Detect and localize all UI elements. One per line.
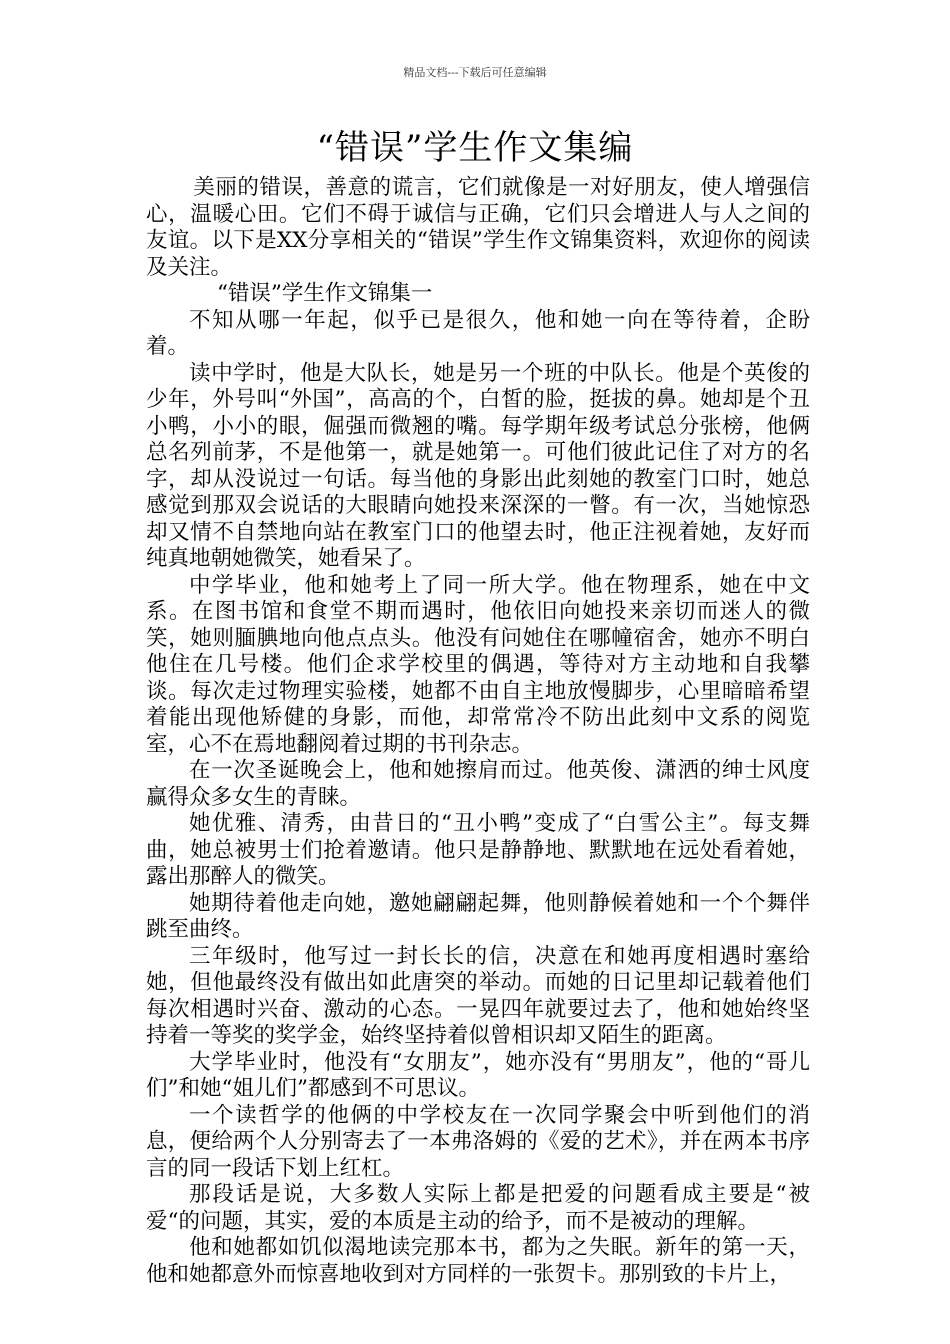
body-paragraph: 大学毕业时，他没有“女朋友”，她亦没有“男朋友”，他的“哥儿们”和她“姐儿们”都感到不可思议。 bbox=[146, 1049, 810, 1101]
body-paragraph: 读中学时，他是大队长，她是另一个班的中队长。他是个英俊的少年，外号叫“外国”，高高的个，白皙的脸，挺拔的鼻。她却是个丑小鸭，小小的眼，倔强而微翘的嘴。每学期年级考试总分张榜，他俩总名列前茅，不是他第一，就是她第一。可他们彼此记住了对方的名字，却从没说过一句话。每当他的身影出此刻她的教室门口时，她总感觉到那双会说话的大眼睛向她投来深深的一瞥。有一次，当她惊恐却又情不自禁地向站在教室门口的他望去时，他正注视着她，友好而纯真地朝她微笑，她看呆了。 bbox=[146, 360, 810, 571]
body-paragraph: 不知从哪一年起，似乎已是很久，他和她一向在等待着，企盼着。 bbox=[146, 307, 810, 359]
page-header: 精品文档---下载后可任意编辑 bbox=[403, 66, 547, 79]
body-paragraph: 她优雅、清秀，由昔日的“丑小鸭”变成了“白雪公主”。每支舞曲，她总被男士们抢着邀请。他只是静静地、默默地在远处看着她，露出那醉人的微笑。 bbox=[146, 811, 810, 889]
intro-paragraph: 美丽的错误，善意的谎言，它们就像是一对好朋友，使人增强信心，温暖心田。它们不碍于诚信与正确，它们只会增进人与人之间的友谊。以下是XX分享相关的“错误”学生作文锦集资料，欢迎你的阅读及关注。 bbox=[146, 175, 810, 280]
document-body bbox=[146, 175, 810, 1288]
body-paragraph: 中学毕业，他和她考上了同一所大学。他在物理系，她在中文系。在图书馆和食堂不期而遇时，他依旧向她投来亲切而迷人的微笑，她则腼腆地向他点点头。他没有问她住在哪幢宿舍，她亦不明白他住在几号楼。他们企求学校里的偶遇，等待对方主动地和自我攀谈。每次走过物理实验楼，她都不由自主地放慢脚步，心里暗暗希望着能出现他矫健的身影，而他，却常常冷不防出此刻中文系的阅览室，心不在焉地翻阅着过期的书刊杂志。 bbox=[146, 572, 810, 757]
section-title: “错误”学生作文锦集一 bbox=[216, 281, 433, 306]
body-paragraph: 三年级时，他写过一封长长的信，决意在和她再度相遇时塞给她，但他最终没有做出如此唐突的举动。而她的日记里却记载着他们每次相遇时兴奋、激动的心态。一晃四年就要过去了，他和她始终坚持着一等奖的奖学金，始终坚持着似曾相识却又陌生的距离。 bbox=[146, 943, 810, 1048]
body-paragraph: 一个读哲学的他俩的中学校友在一次同学聚会中听到他们的消息，便给两个人分别寄去了一本弗洛姆的《爱的艺术》，并在两本书序言的同一段话下划上红杠。 bbox=[146, 1102, 810, 1181]
body-paragraph: 在一次圣诞晚会上，他和她擦肩而过。他英俊、潇洒的绅士风度赢得众多女生的青睐。 bbox=[146, 758, 810, 810]
body-paragraph: 那段话是说，大多数人实际上都是把爱的问题看成主要是“被爱“的问题，其实，爱的本质是主动的给予，而不是被动的理解。 bbox=[146, 1182, 810, 1234]
document-title: “错误”学生作文集编 bbox=[316, 128, 634, 168]
body-paragraph: 他和她都如饥似渴地读完那本书，都为之失眠。新年的第一天，他和她都意外而惊喜地收到对方同样的一张贺卡。那别致的卡片上， bbox=[146, 1235, 810, 1287]
body-paragraph: 她期待着他走向她，邀她翩翩起舞，他则静候着她和一个个舞伴跳至曲终。 bbox=[146, 890, 810, 942]
